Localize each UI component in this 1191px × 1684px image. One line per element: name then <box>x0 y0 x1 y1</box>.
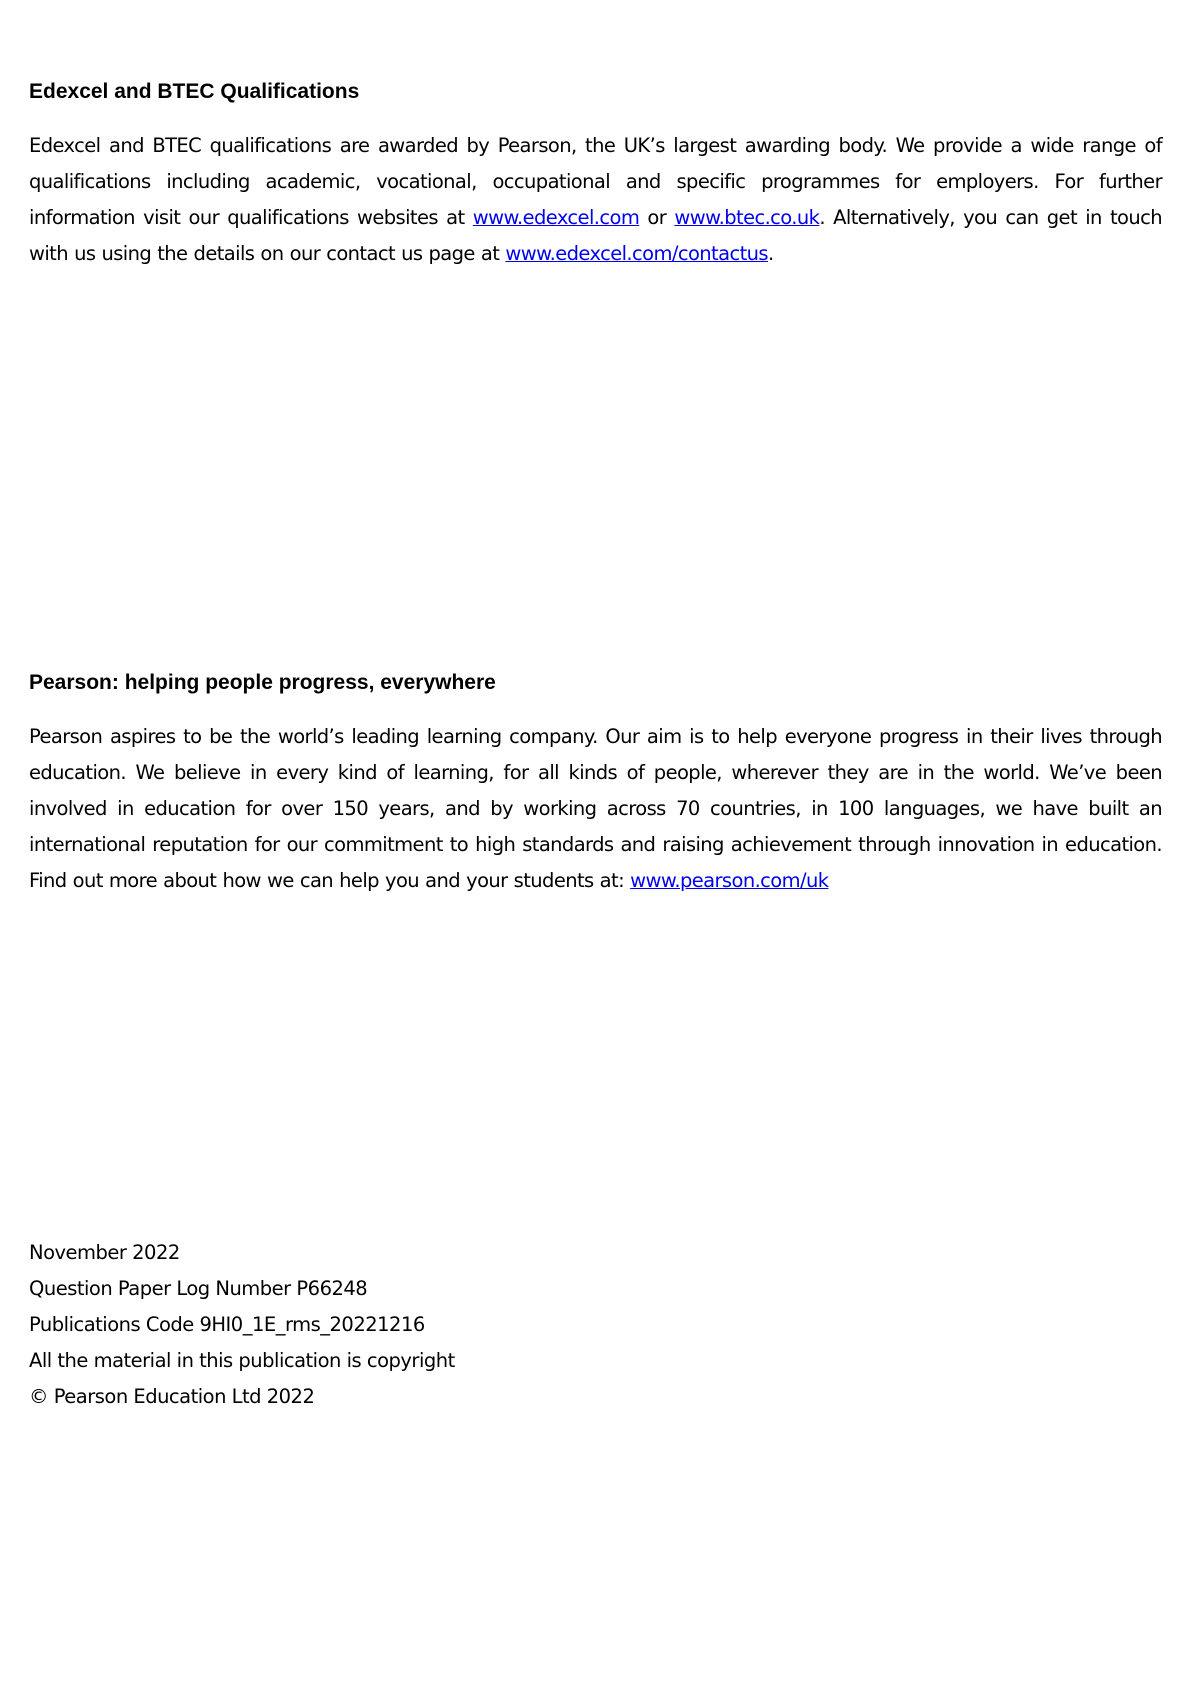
qualifications-heading: Edexcel and BTEC Qualifications <box>29 80 360 103</box>
qualifications-text-1: Edexcel and BTEC qualifications are awarded by Pearson, the UK’s largest awarding body. We provide a wide range of qualifications including academic, vocational, occupational and specific programmes for employers. For further information visit our qualifications websites at <box>29 134 1162 229</box>
qualifications-text-2: or <box>639 206 675 229</box>
pearson-uk-link[interactable]: www.pearson.com/uk <box>630 869 829 892</box>
publication-footer <box>29 1235 1162 1415</box>
publications-code: Publications Code 9HI0_1E_rms_20221216 <box>29 1313 425 1336</box>
pearson-text-1: Pearson aspires to be the world’s leading learning company. Our aim is to help everyone progress in their lives through education. We believe in every kind of learning, for all kinds of people, wherever they are in the world. We’ve been involved in education for over 150 years, and by working across 70 countries, in 100 languages, we have built an international reputation for our commitment to high standards and raising achievement through innovation in education. Find out more about how we can help you and your students at: <box>29 725 1162 892</box>
copyright-note: All the material in this publication is copyright <box>29 1349 455 1372</box>
qualifications-section <box>29 78 1162 272</box>
btec-link[interactable]: www.btec.co.uk <box>674 206 820 229</box>
pearson-section <box>29 669 1162 899</box>
qualifications-text-3: . Alternatively, you can get in touch with us using the details on our contact us page at <box>29 206 1162 265</box>
publication-date: November 2022 <box>29 1241 180 1264</box>
contactus-link[interactable]: www.edexcel.com/contactus <box>505 242 768 265</box>
pearson-heading: Pearson: helping people progress, everywhere <box>29 671 496 694</box>
edexcel-link[interactable]: www.edexcel.com <box>472 206 640 229</box>
copyright-line: © Pearson Education Ltd 2022 <box>29 1385 315 1408</box>
pearson-paragraph <box>29 719 1162 899</box>
log-number: Question Paper Log Number P66248 <box>29 1277 368 1300</box>
qualifications-text-4: . <box>767 242 774 265</box>
qualifications-paragraph <box>29 128 1162 272</box>
